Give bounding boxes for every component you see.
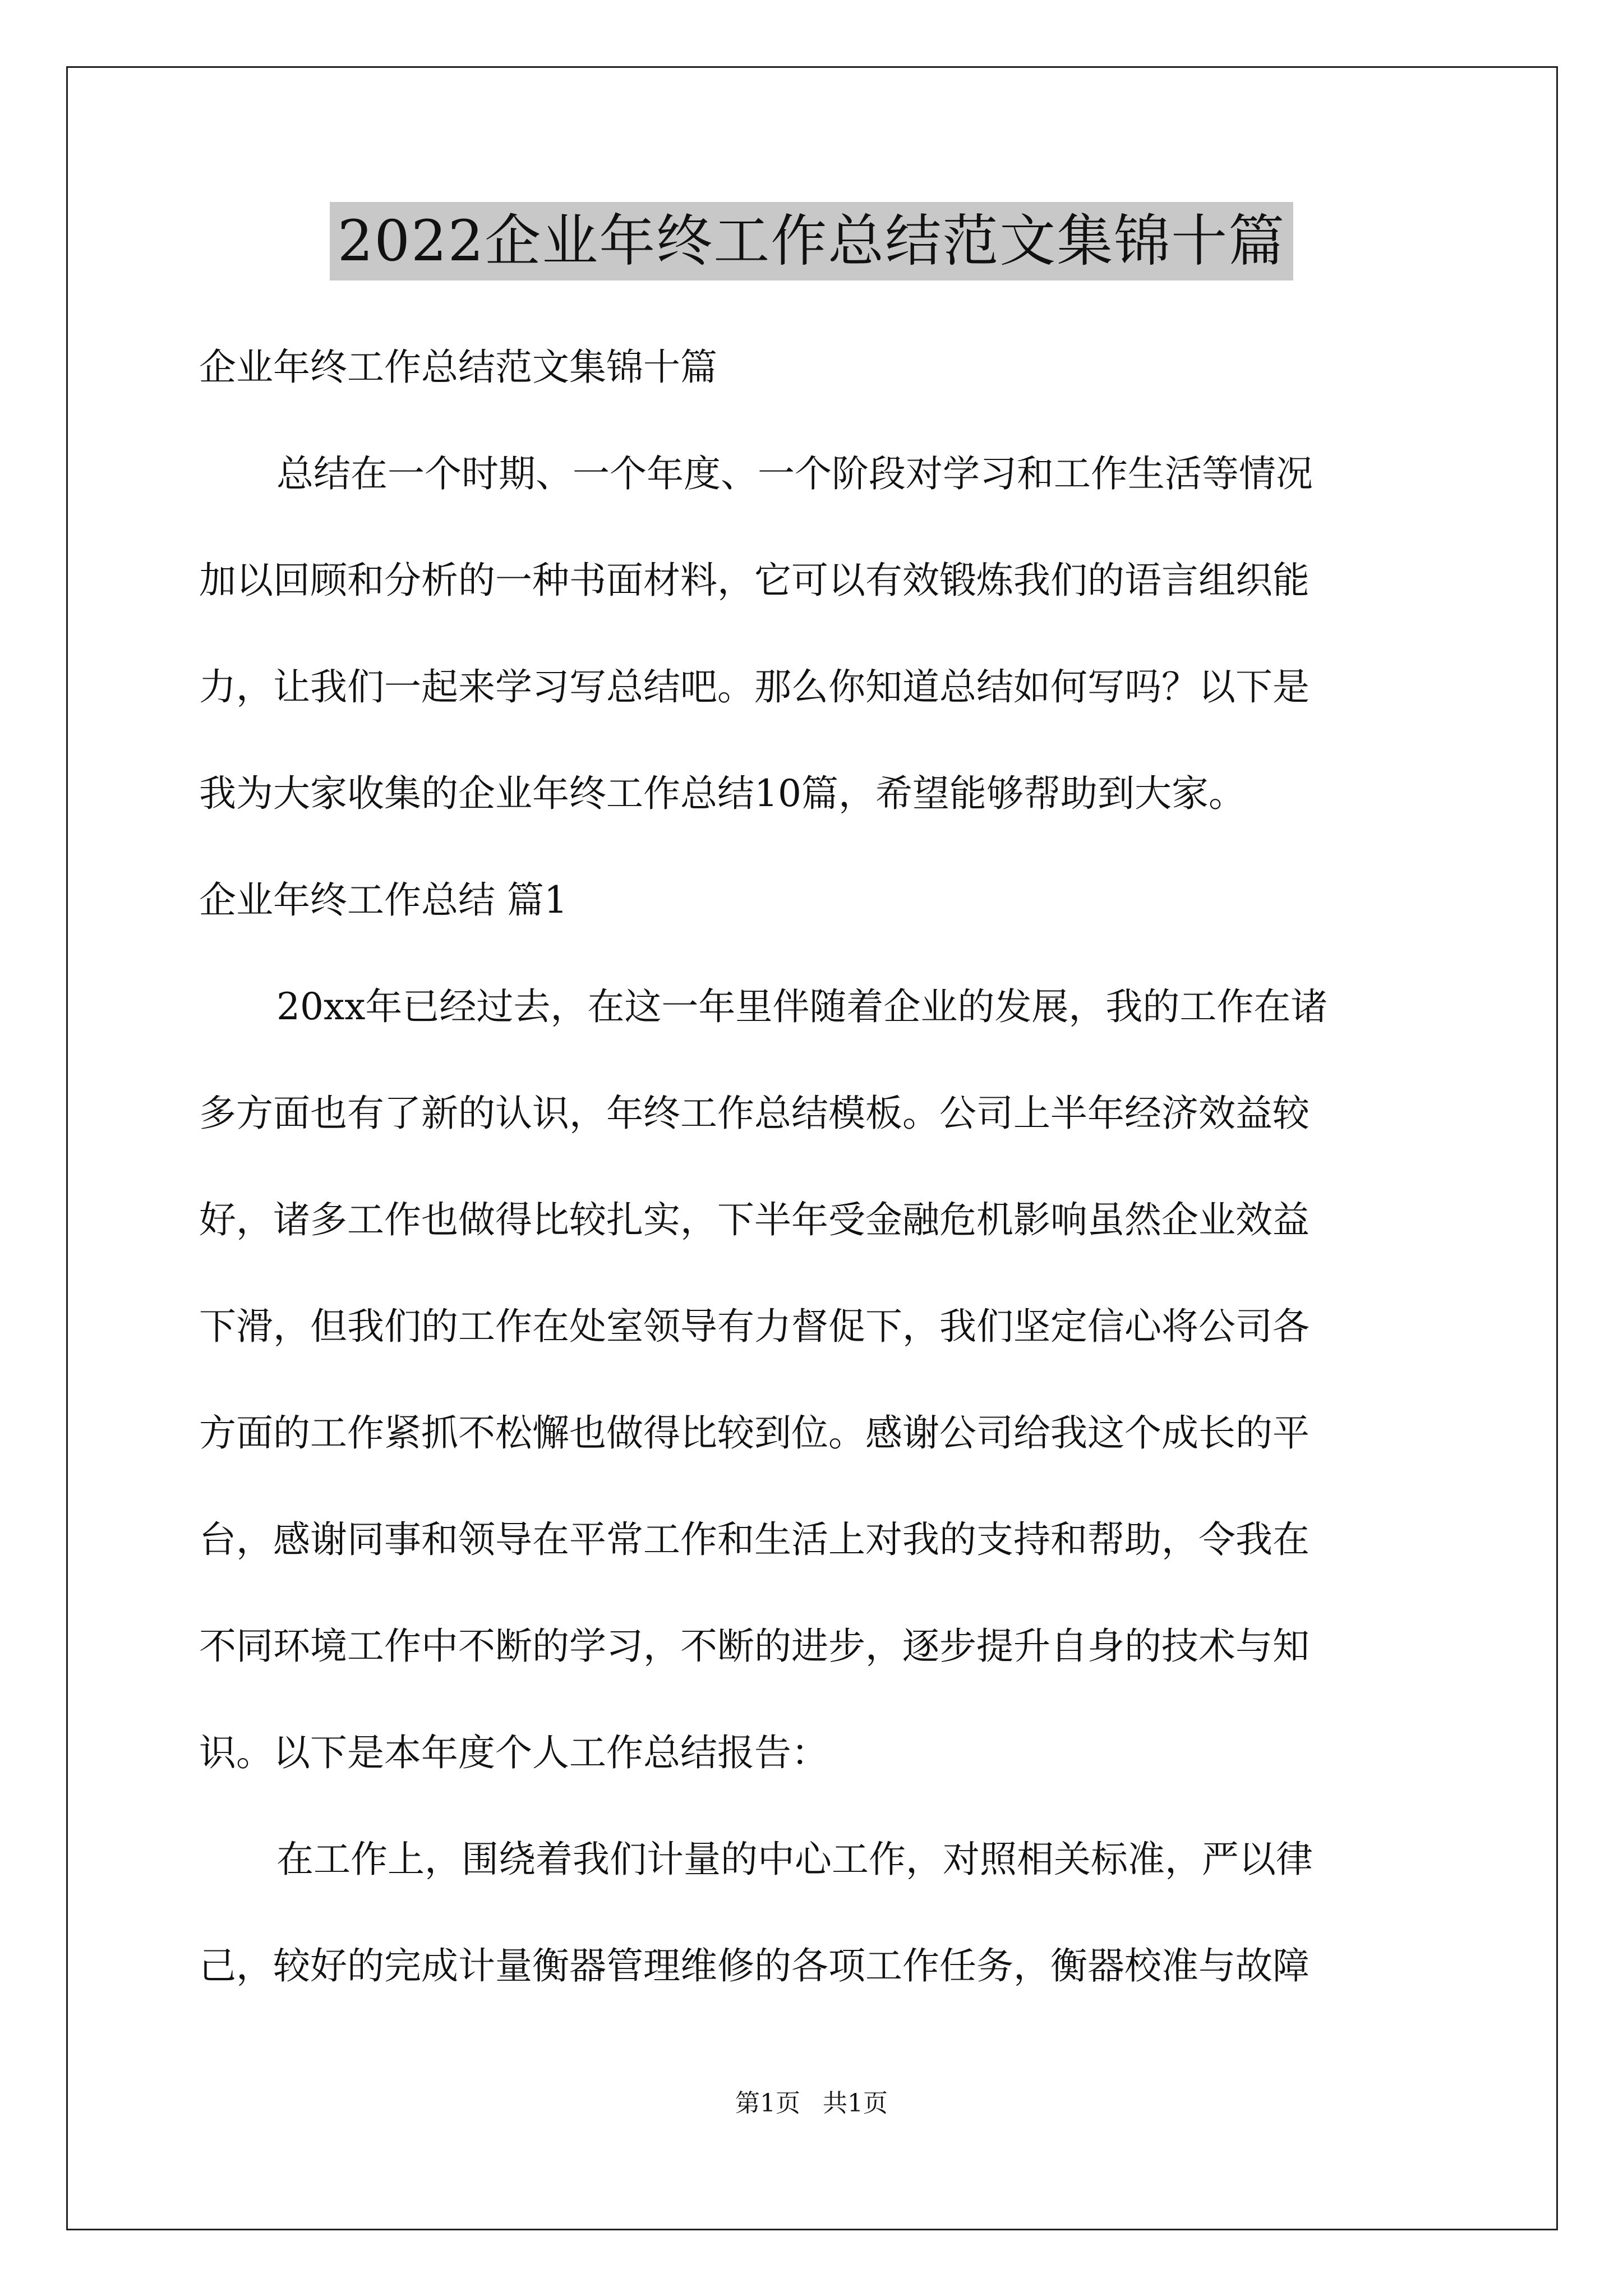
paragraph-line: 台，感谢同事和领导在平常工作和生活上对我的支持和帮助，令我在	[199, 1518, 1310, 1561]
paragraph-line: 总结在一个时期、一个年度、一个阶段对学习和工作生活等情况	[276, 452, 1313, 495]
subtitle-line: 企业年终工作总结范文集锦十篇	[199, 346, 717, 389]
page-total: 共1页	[823, 2089, 888, 2118]
paragraph-line: 己，较好的完成计量衡器管理维修的各项工作任务，衡器校准与故障	[199, 1944, 1310, 1987]
paragraph-line: 20xx年已经过去，在这一年里伴随着企业的发展，我的工作在诸	[276, 985, 1328, 1028]
paragraph-line: 下滑，但我们的工作在处室领导有力督促下，我们坚定信心将公司各	[199, 1305, 1310, 1348]
paragraph-line: 力，让我们一起来学习写总结吧。那么你知道总结如何写吗？以下是	[199, 665, 1310, 708]
paragraph-line: 方面的工作紧抓不松懈也做得比较到位。感谢公司给我这个成长的平	[199, 1411, 1310, 1455]
paragraph-line: 好，诸多工作也做得比较扎实，下半年受金融危机影响虽然企业效益	[199, 1198, 1310, 1241]
paragraph-line: 加以回顾和分析的一种书面材料，它可以有效锻炼我们的语言组织能	[199, 559, 1310, 602]
paragraph-line: 识。以下是本年度个人工作总结报告：	[199, 1731, 828, 1774]
section-heading: 企业年终工作总结 篇1	[199, 878, 568, 922]
page-number: 第1页	[735, 2089, 800, 2118]
paragraph-line: 我为大家收集的企业年终工作总结10篇，希望能够帮助到大家。	[199, 772, 1246, 815]
paragraph-line: 不同环境工作中不断的学习，不断的进步，逐步提升自身的技术与知	[199, 1625, 1310, 1668]
document-title: 2022企业年终工作总结范文集锦十篇	[330, 202, 1294, 280]
paragraph-line: 在工作上，围绕着我们计量的中心工作，对照相关标准，严以律	[276, 1838, 1313, 1881]
paragraph-line: 多方面也有了新的认识，年终工作总结模板。公司上半年经济效益较	[199, 1092, 1310, 1135]
page-footer	[0, 2087, 1623, 2120]
title-container	[0, 202, 1623, 280]
document-body	[199, 314, 1433, 2019]
